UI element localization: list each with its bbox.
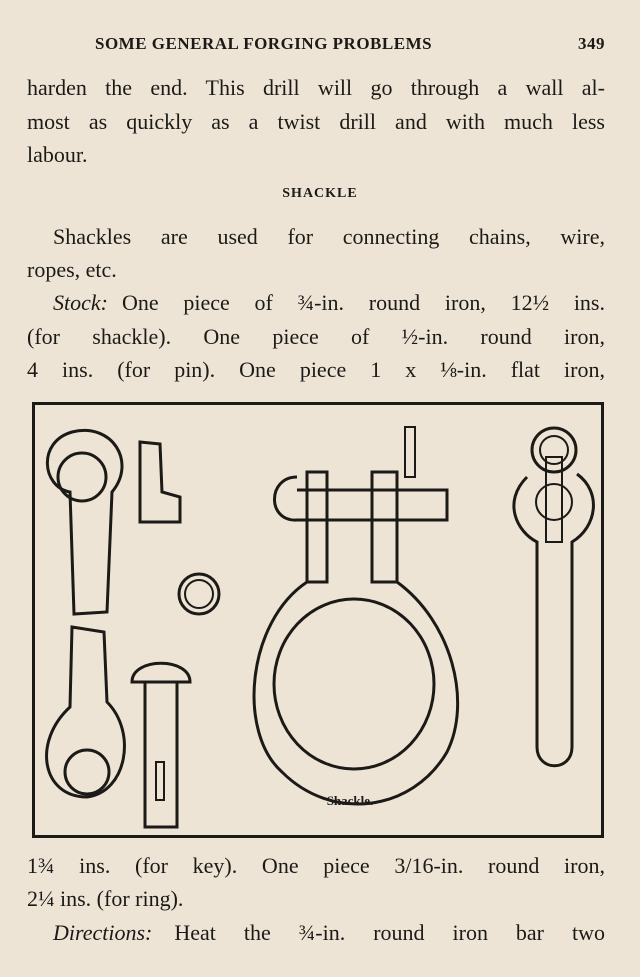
text-line: One piece of ¾-in. round iron, 12½ ins. [121,290,605,315]
page-number: 349 [578,34,605,53]
text-line: Heat the ¾-in. round iron bar two [174,920,605,945]
text-line: 4 ins. (for pin). One piece 1 x ⅛-in. flat iron, [27,357,605,382]
text-line: ropes, etc. [27,257,117,282]
running-title: SOME GENERAL FORGING PROBLEMS [95,34,433,53]
text-line: 1¾ ins. (for key). One piece 3/16-in. round iron, [27,853,605,878]
running-header [95,34,605,54]
text-line: most as quickly as a twist drill and with much less [27,109,605,134]
stock-label: Stock: [53,290,108,315]
shackle-assembled [254,427,458,804]
text-line: harden the end. This drill will go through a wall al- [27,75,605,100]
stock-line [27,289,605,317]
text-line: Shackles are used for connecting chains, wire, [53,224,605,249]
eye-bar-upper [47,430,122,614]
text-line: (for shackle). One piece of ½-in. round iron, [27,324,605,349]
directions-line [27,919,605,947]
pin [132,663,190,827]
text-line: 2¼ ins. (for ring). [27,886,184,911]
directions-label: Directions: [53,920,153,945]
text-line: labour. [27,142,88,167]
key-link [514,428,594,766]
shackle-figure [32,402,604,838]
eye-bar-lower [47,627,125,797]
key-piece [140,442,180,522]
figure-caption: Shackle. [326,793,374,808]
section-title: SHACKLE [282,186,358,201]
